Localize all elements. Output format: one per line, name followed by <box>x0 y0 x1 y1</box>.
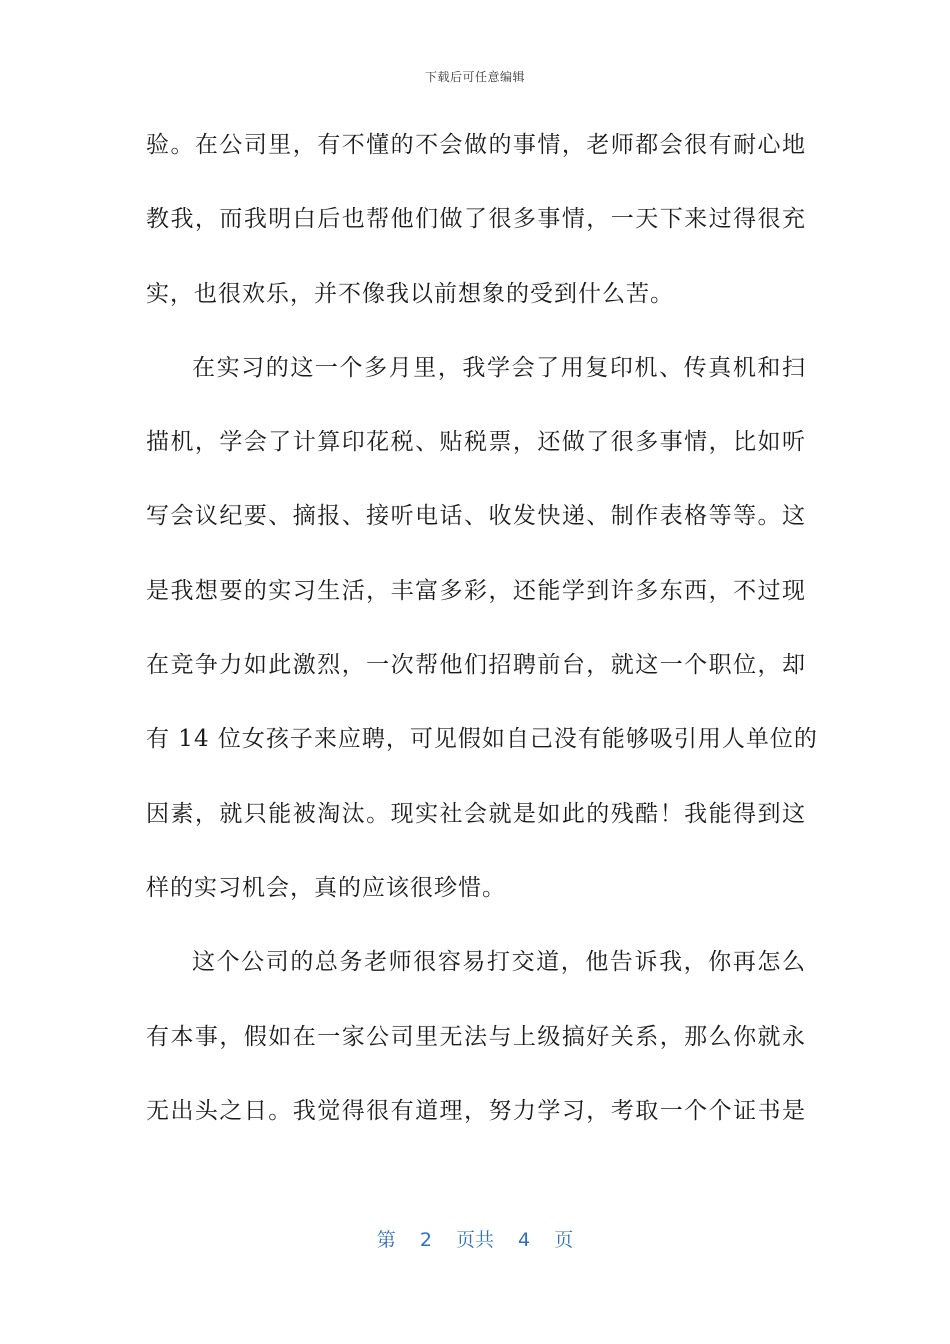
text-line: 这个公司的总务老师很容易打交道，他告诉我，你再怎么 <box>192 949 806 976</box>
current-page-number: 2 <box>419 1229 432 1251</box>
text-line: 在竞争力如此激烈，一次帮他们招聘前台，就这一个职位，却 <box>146 652 806 679</box>
page-footer <box>0 1225 950 1252</box>
page-label-middle: 页共 <box>455 1229 494 1251</box>
page-label-prefix: 第 <box>376 1229 396 1251</box>
header-note: 下载后可任意编辑 <box>424 70 525 84</box>
text-line: 是我想要的实习生活，丰富多彩，还能学到许多东西，不过现 <box>146 577 806 604</box>
text-line: 验。在公司里，有不懂的不会做的事情，老师都会很有耐心地 <box>146 132 806 158</box>
total-page-number: 4 <box>518 1229 531 1251</box>
text-line: 在实习的这一个多月里，我学会了用复印机、传真机和扫 <box>192 354 806 381</box>
text-line: 实，也很欢乐，并不像我以前想象的受到什么苦。 <box>146 280 674 307</box>
text-line: 教我，而我明白后也帮他们做了很多事情，一天下来过得很充 <box>146 206 806 233</box>
text-line: 因素，就只能被淘汰。现实社会就是如此的残酷！我能得到这 <box>146 800 806 827</box>
text-line: 写会议纪要、摘报、接听电话、收发快递、制作表格等等。这 <box>146 503 806 530</box>
text-line: 有本事，假如在一家公司里无法与上级搞好关系，那么你就永 <box>146 1023 806 1050</box>
text-line: 样的实习机会，真的应该很珍惜。 <box>146 874 506 901</box>
text-line: 无出头之日。我觉得很有道理，努力学习，考取一个个证书是 <box>146 1097 806 1124</box>
document-body <box>146 108 818 1148</box>
text-line: 有 14 位女孩子来应聘，可见假如自己没有能够吸引用人单位的 <box>146 726 818 753</box>
page-label-suffix: 页 <box>554 1229 574 1251</box>
text-line: 描机，学会了计算印花税、贴税票，还做了很多事情，比如听 <box>146 429 806 456</box>
